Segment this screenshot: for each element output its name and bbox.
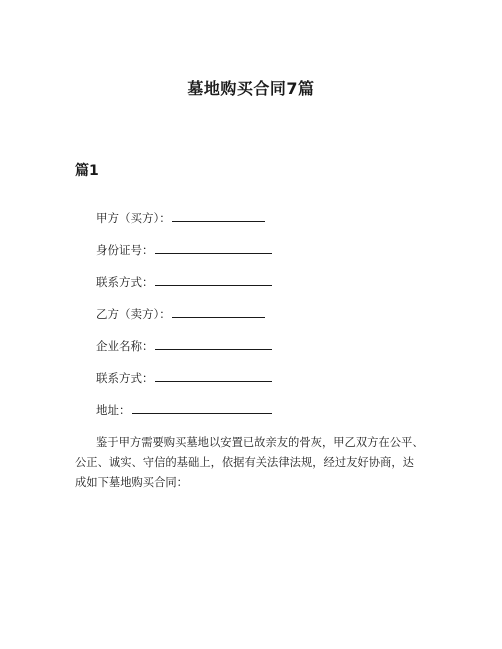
- field-buyer: [96, 210, 265, 226]
- field-label: 联系方式：: [96, 371, 154, 385]
- field-label: 企业名称：: [96, 339, 154, 353]
- blank-line: [172, 307, 265, 318]
- field-buyer-contact: [96, 274, 272, 290]
- field-label: 身份证号：: [96, 243, 154, 257]
- blank-line: [155, 371, 272, 382]
- section-heading: 篇1: [75, 163, 99, 179]
- field-address: [96, 402, 272, 418]
- field-label: 甲方（买方）：: [96, 211, 171, 225]
- blank-line: [172, 211, 265, 222]
- field-company-name: [96, 338, 272, 354]
- paragraph-line: 公正、诚实、守信的基础上，依据有关法律法规，经过友好协商，达: [75, 456, 414, 469]
- blank-line: [155, 243, 272, 254]
- paragraph-line: 成如下墓地购买合同：: [75, 476, 188, 489]
- field-seller: [96, 306, 265, 322]
- blank-line: [155, 339, 272, 350]
- blank-line: [132, 403, 272, 414]
- field-label: 联系方式：: [96, 275, 154, 289]
- field-id-number: [96, 242, 272, 258]
- document-title: 墓地购买合同7篇: [187, 79, 315, 98]
- paragraph-line: 鉴于甲方需要购买墓地以安置已故亲友的骨灰，甲乙双方在公平、: [96, 436, 424, 449]
- field-label: 地址：: [96, 403, 131, 417]
- blank-line: [155, 275, 272, 286]
- field-label: 乙方（卖方）：: [96, 307, 171, 321]
- field-seller-contact: [96, 370, 272, 386]
